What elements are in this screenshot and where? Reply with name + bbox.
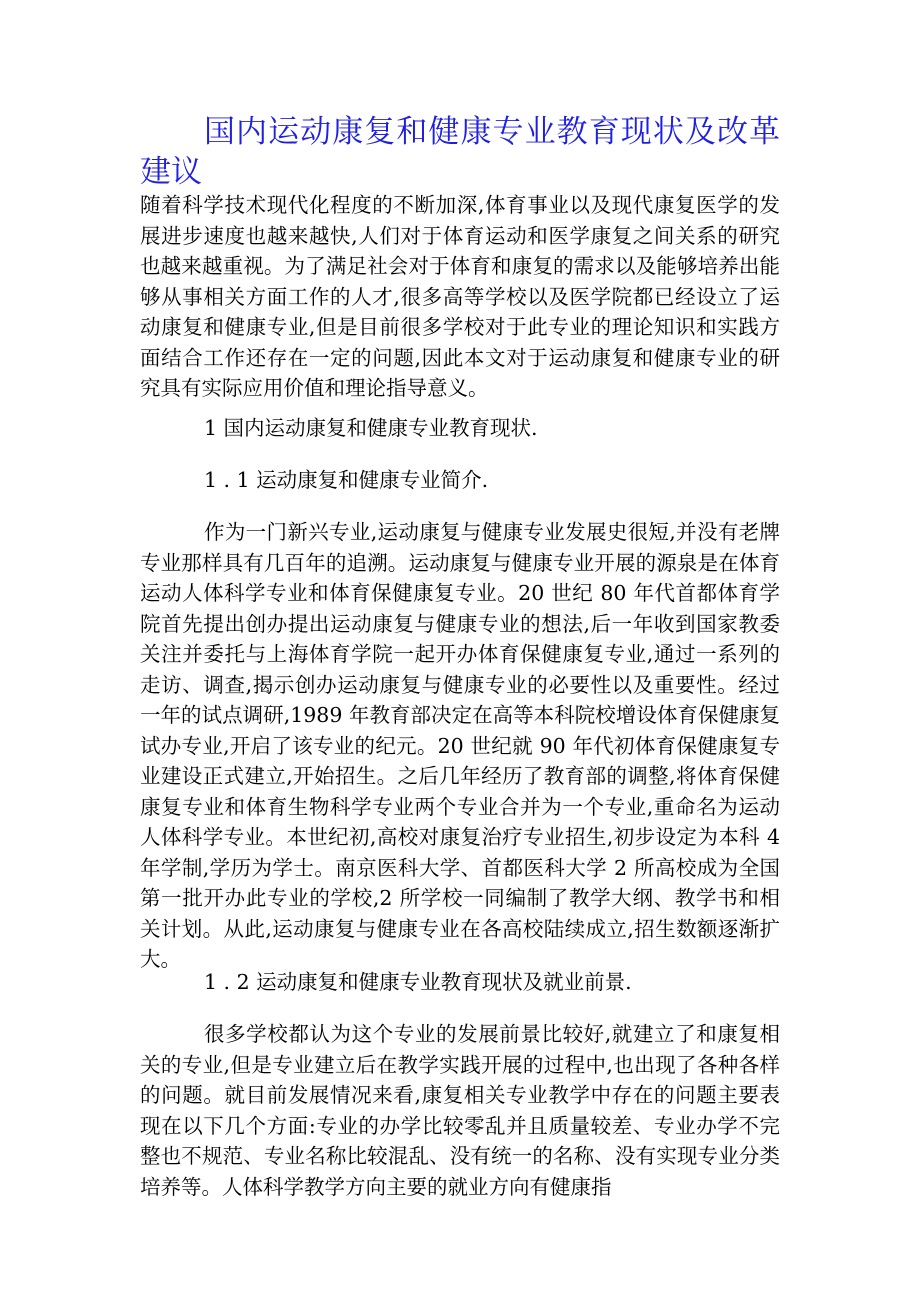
section-1-1-heading: 1 . 1 运动康复和健康专业简介. (204, 468, 489, 492)
document-title: 国内运动康复和健康专业教育现状及改革建议 (140, 114, 780, 190)
section-1-2-heading: 1 . 2 运动康复和健康专业教育现状及就业前景. (204, 970, 632, 994)
intro-paragraph: 随着科学技术现代化程度的不断加深,体育事业以及现代康复医学的发展进步速度也越来越快,人们对于体育运动和医学康复之间关系的研究也越来越重视。为了满足社会对于体育和康复的需求以及能够培养出能够从事相关方面工作的人才,很多高等学校以及医学院都已经设立了运动康复和健康专业,但是目前很多学校对于此专业的理论知识和实践方面结合工作还存在一定的问题,因此本文对于运动康复和健康专业的研究具有实际应用价值和理论指导意义。 (140, 193, 780, 400)
section-1-1-paragraph: 作为一门新兴专业,运动康复与健康专业发展史很短,并没有老牌专业那样具有几百年的追溯。运动康复与健康专业开展的源泉是在体育运动人体科学专业和体育保健康复专业。20 世纪 80 年代首都体育学院首先提出创办提出运动康复与健康专业的想法,后一年收到国家教委关注并委托与上海体育学院一起开办体育保健康复专业,通过一系列的走访、调查,揭示创办运动康复与健康专业的必要性以及重要性。经过一年的试点调研,1989 年教育部决定在高等本科院校增设体育保健康复试办专业,开启了该专业的纪元。20 世纪就 90 年代初体育保健康复专业建设正式建立,开始招生。之后几年经历了教育部的调整,将体育保健康复专业和体育生物科学专业两个专业合并为一个专业,重命名为运动人体科学专业。本世纪初,高校对康复治疗专业招生,初步设定为本科 4 年学制,学历为学士。南京医科大学、首都医科大学 2 所高校成为全国第一批开办此专业的学校,2 所学校一同编制了教学大纲、教学书和相关计划。从此,运动康复与健康专业在各高校陆续成立,招生数额逐渐扩大。 (140, 520, 780, 971)
section-1-2-paragraph: 很多学校都认为这个专业的发展前景比较好,就建立了和康复相关的专业,但是专业建立后在教学实践开展的过程中,也出现了各种各样的问题。就目前发展情况来看,康复相关专业教学中存在的问题主要表现在以下几个方面:专业的办学比较零乱并且质量较差、专业办学不完整也不规范、专业名称比较混乱、没有统一的名称、没有实现专业分类培养等。人体科学教学方向主要的就业方向有健康指 (140, 1022, 780, 1199)
section-1-heading: 1 国内运动康复和健康专业教育现状. (204, 416, 538, 440)
